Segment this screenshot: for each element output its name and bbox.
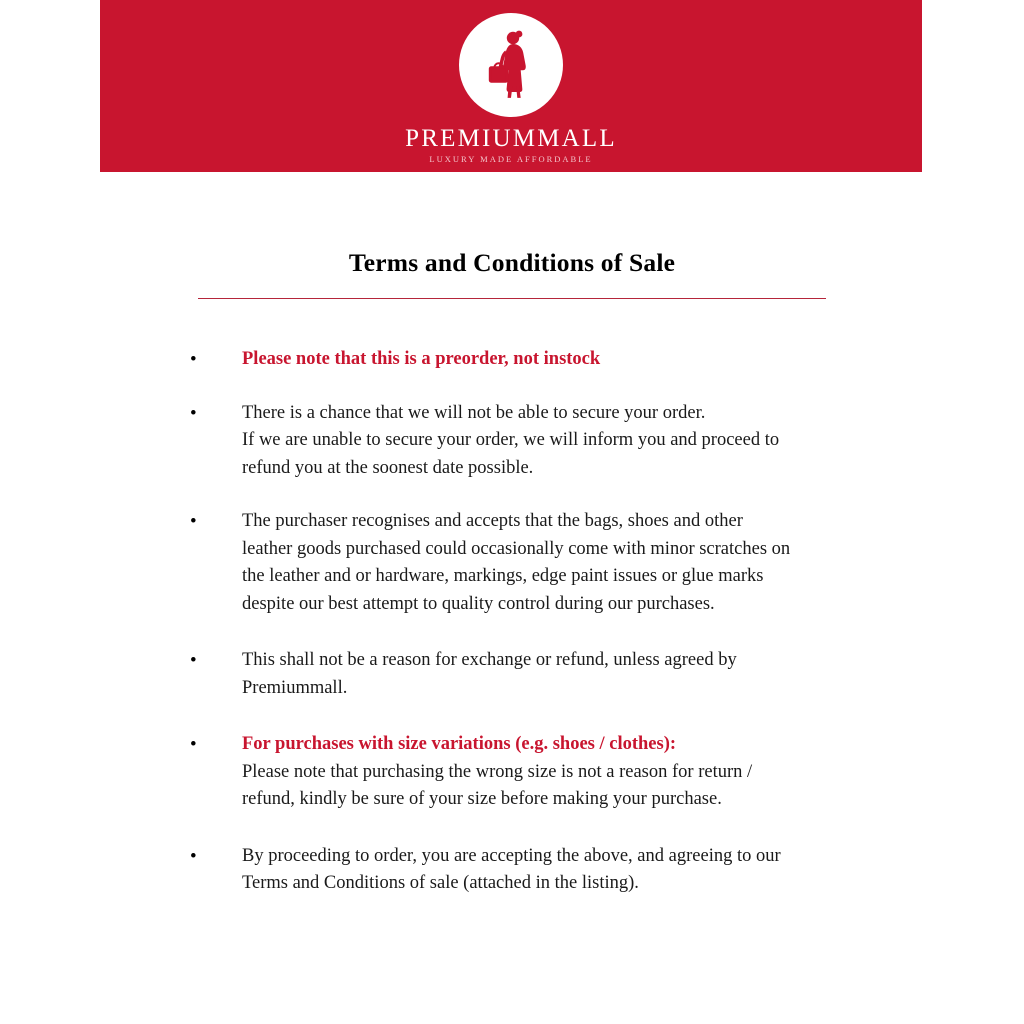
list-item-line: If we are unable to secure your order, we will inform you and proceed to xyxy=(242,430,780,450)
list-item-line: despite our best attempt to quality control during our purchases. xyxy=(242,593,715,614)
bullet-icon: • xyxy=(190,734,197,755)
brand-name: PREMIUMMALL xyxy=(405,124,617,152)
list-item-line: the leather and or hardware, markings, edge paint issues or glue marks xyxy=(242,566,764,586)
list-item xyxy=(190,647,860,702)
brand-logo xyxy=(405,13,617,164)
terms-list xyxy=(190,346,860,924)
list-item xyxy=(190,731,860,814)
list-item-line: This shall not be a reason for exchange or refund, unless agreed by xyxy=(242,650,737,670)
list-item-line: Terms and Conditions of sale (attached in the listing). xyxy=(242,873,639,893)
list-item xyxy=(190,508,860,618)
list-item-text xyxy=(242,400,860,483)
list-item-line: The purchaser recognises and accepts that the bags, shoes and other xyxy=(242,511,743,531)
bullet-icon: • xyxy=(190,402,197,424)
bullet-icon: • xyxy=(190,349,197,370)
woman-with-handbag-icon xyxy=(459,13,563,117)
list-item-line: refund you at the soonest date possible. xyxy=(242,457,534,478)
brand-tagline: LUXURY MADE AFFORDABLE xyxy=(429,153,593,164)
list-item-text xyxy=(242,843,860,898)
list-item-line: By proceeding to order, you are accepting the above, and agreeing to our xyxy=(242,845,781,866)
title-divider xyxy=(198,298,826,299)
page-title: Terms and Conditions of Sale xyxy=(348,248,676,277)
list-item-text xyxy=(242,647,860,702)
list-item-text xyxy=(242,508,860,618)
header-banner xyxy=(100,0,922,172)
list-item-line: There is a chance that we will not be able to secure your order. xyxy=(242,402,706,423)
list-item-line: leather goods purchased could occasionally come with minor scratches on xyxy=(242,538,791,559)
list-item-text xyxy=(242,346,860,374)
list-item-line: Premiummall. xyxy=(242,677,348,698)
list-item-line: Please note that purchasing the wrong size is not a reason for return / xyxy=(242,761,753,782)
bullet-icon: • xyxy=(190,511,197,532)
bullet-icon: • xyxy=(190,650,197,671)
list-item xyxy=(190,843,860,898)
bullet-icon: • xyxy=(190,845,197,867)
list-item-line: Please note that this is a preorder, not instock xyxy=(242,349,601,369)
list-item xyxy=(190,400,860,483)
list-item-text xyxy=(242,731,860,814)
list-item xyxy=(190,346,860,374)
list-item-heading: For purchases with size variations (e.g. shoes / clothes): xyxy=(242,734,677,754)
list-item-line: refund, kindly be sure of your size before making your purchase. xyxy=(242,789,722,809)
